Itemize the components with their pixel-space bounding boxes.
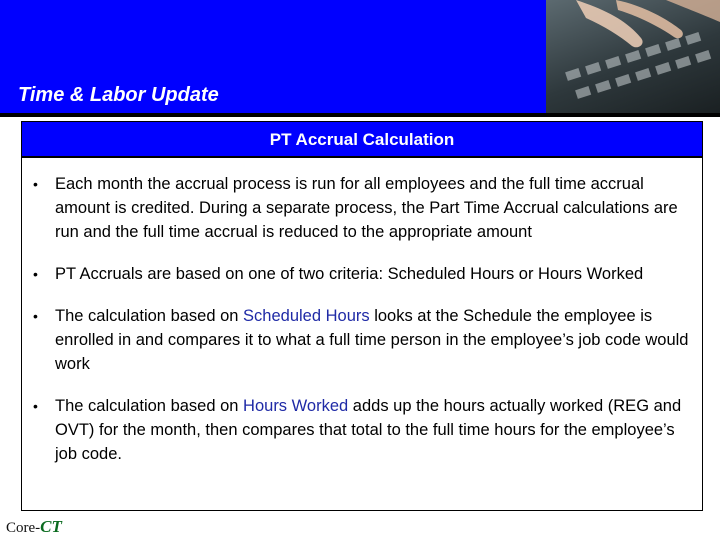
list-item [30,262,695,286]
keyboard-hands-photo [546,0,720,113]
bullet-list [30,172,695,484]
bullet-icon: • [33,176,38,192]
header-banner [0,0,720,113]
bullet-text: Each month the accrual process is run for all employees and the full time accrual amount is credited. During a separate process, the Part Time Accrual calculations are run and the full time accrual is reduced to the appropriate amount [55,175,678,241]
list-item [30,394,695,466]
bullet-icon: • [33,266,38,282]
bullet-icon: • [33,308,38,324]
core-ct-logo [6,517,62,537]
page-title: Time & Labor Update [18,84,219,106]
bullet-text-pre: The calculation based on [55,307,244,325]
keyboard-photo-illustration [546,0,720,113]
bullet-text-pre: The calculation based on [55,397,244,415]
logo-suffix: CT [40,517,62,536]
bullet-text-post: adds up the hours actually worked (REG and OVT) for the month, then compares that total to the full time hours for the employee’s job code. [55,397,682,463]
bullet-text: PT Accruals are based on one of two criteria: Scheduled Hours or Hours Worked [55,265,644,283]
bullet-text-post: looks at the Schedule the employee is enrolled in and compares it to what a full time person in the employee’s job code would work [55,307,689,373]
list-item [30,304,695,376]
list-item [30,172,695,244]
header-divider [0,113,720,117]
highlight-term: Hours Worked [243,397,349,415]
section-header-bar [22,122,702,158]
logo-prefix: Core- [6,520,41,536]
section-title: PT Accrual Calculation [269,130,455,149]
bullet-icon: • [33,398,38,414]
highlight-term: Scheduled Hours [243,307,370,325]
